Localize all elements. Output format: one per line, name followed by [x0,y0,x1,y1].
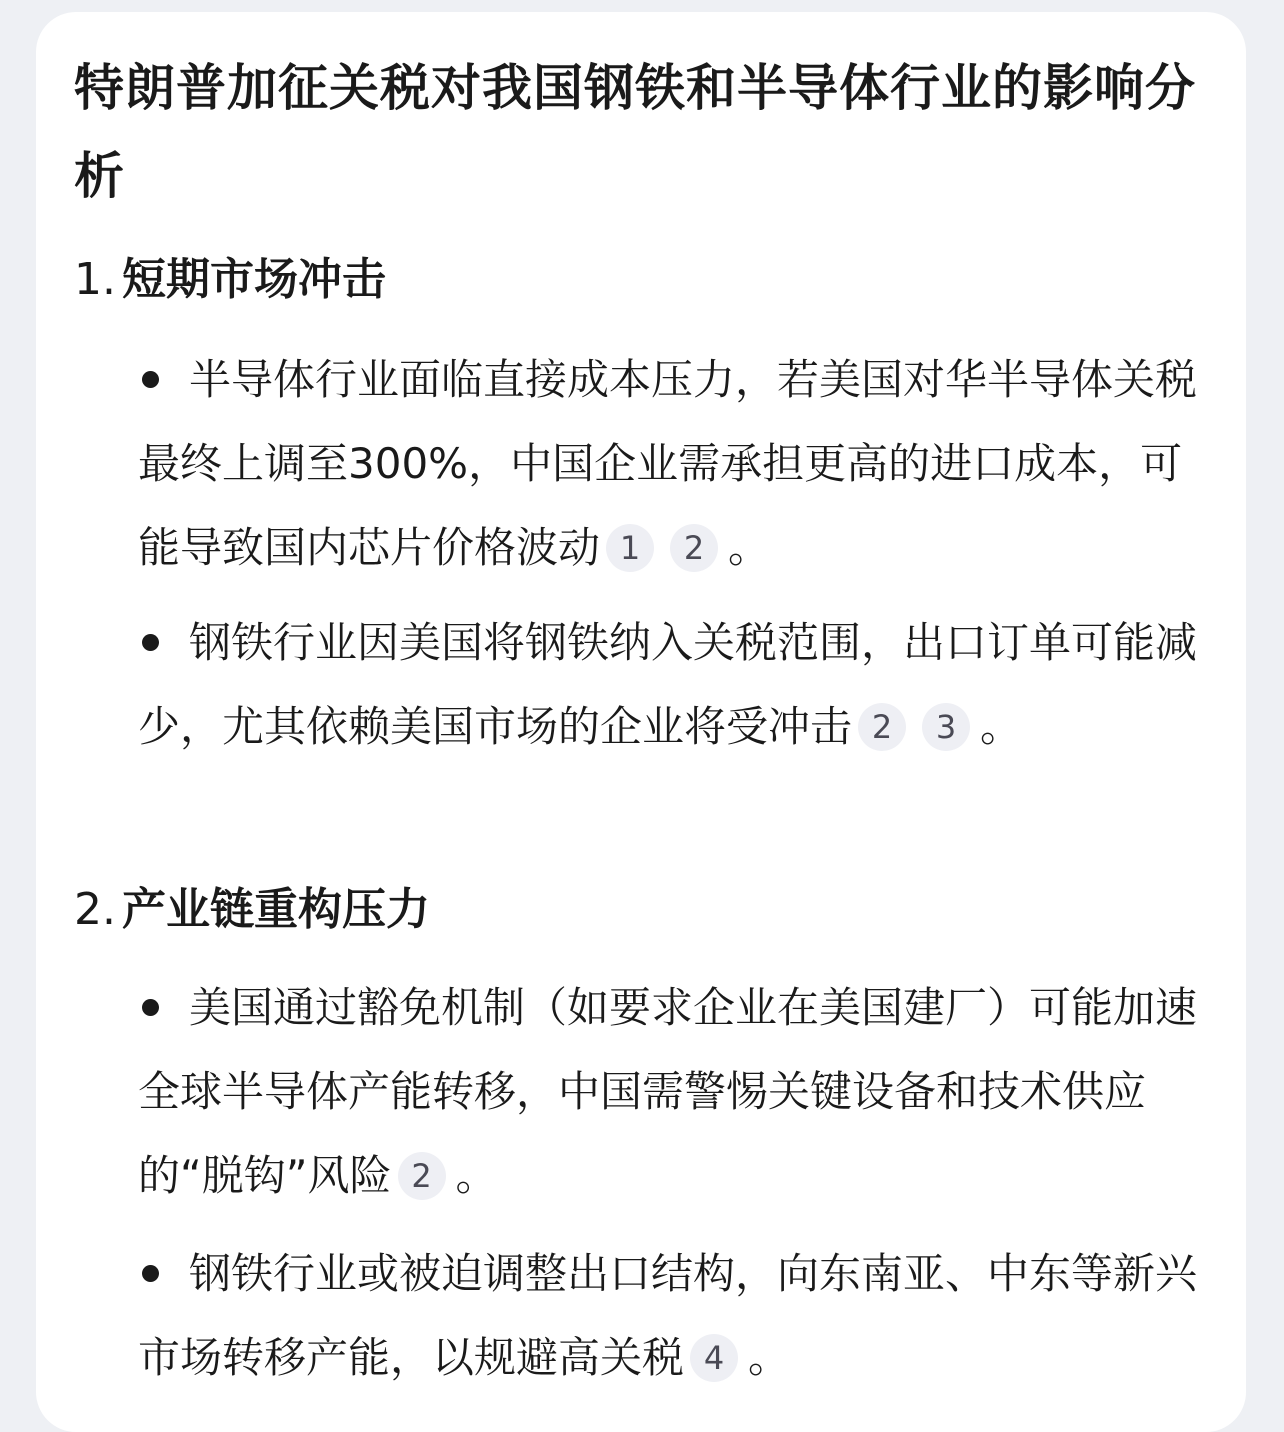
citation-badge[interactable]: 2 [858,703,906,751]
citation-badge[interactable]: 4 [690,1334,738,1382]
section-number: 2. [74,884,116,935]
bullet-dot [142,1265,159,1282]
citation-badge[interactable]: 2 [670,524,718,572]
section-title: 产业链重构压力 [121,884,430,935]
citation-badge[interactable]: 3 [922,703,970,751]
bullet-dot [142,634,159,651]
list-item-end-punct: 。 [728,523,771,572]
list-item-end-punct: 。 [980,702,1023,751]
list-item-text: 钢铁行业因美国将钢铁纳入关税范围，出口订单可能减少，尤其依赖美国市场的企业将受冲击 [138,618,1198,751]
list-item [138,1232,1202,1400]
citation-badge[interactable]: 2 [398,1152,446,1200]
section-heading-supply-chain-pressure [74,880,430,940]
list-item-text: 美国通过豁免机制（如要求企业在美国建厂）可能加速全球半导体产能转移，中国需警惕关键设备和技术供应的“脱钩”风险 [138,983,1198,1200]
section-number: 1. [74,254,116,305]
citation-badge[interactable]: 1 [606,524,654,572]
list-item-text: 钢铁行业或被迫调整出口结构，向东南亚、中东等新兴市场转移产能，以规避高关税 [138,1249,1198,1382]
list-item [138,601,1202,769]
bullet-dot [142,999,159,1016]
section-title: 短期市场冲击 [121,254,386,305]
list-item [138,966,1202,1218]
bullet-dot [142,371,159,388]
list-item-end-punct: 。 [748,1333,791,1382]
list-item-text: 半导体行业面临直接成本压力，若美国对华半导体关税最终上调至300%，中国企业需承担更高的进口成本，可能导致国内芯片价格波动 [138,355,1198,572]
list-item-end-punct: 。 [455,1151,498,1200]
section-heading-short-term-impact [74,250,386,310]
page-title: 特朗普加征关税对我国钢铁和半导体行业的影响分析 [74,59,1196,205]
list-item [138,338,1202,590]
